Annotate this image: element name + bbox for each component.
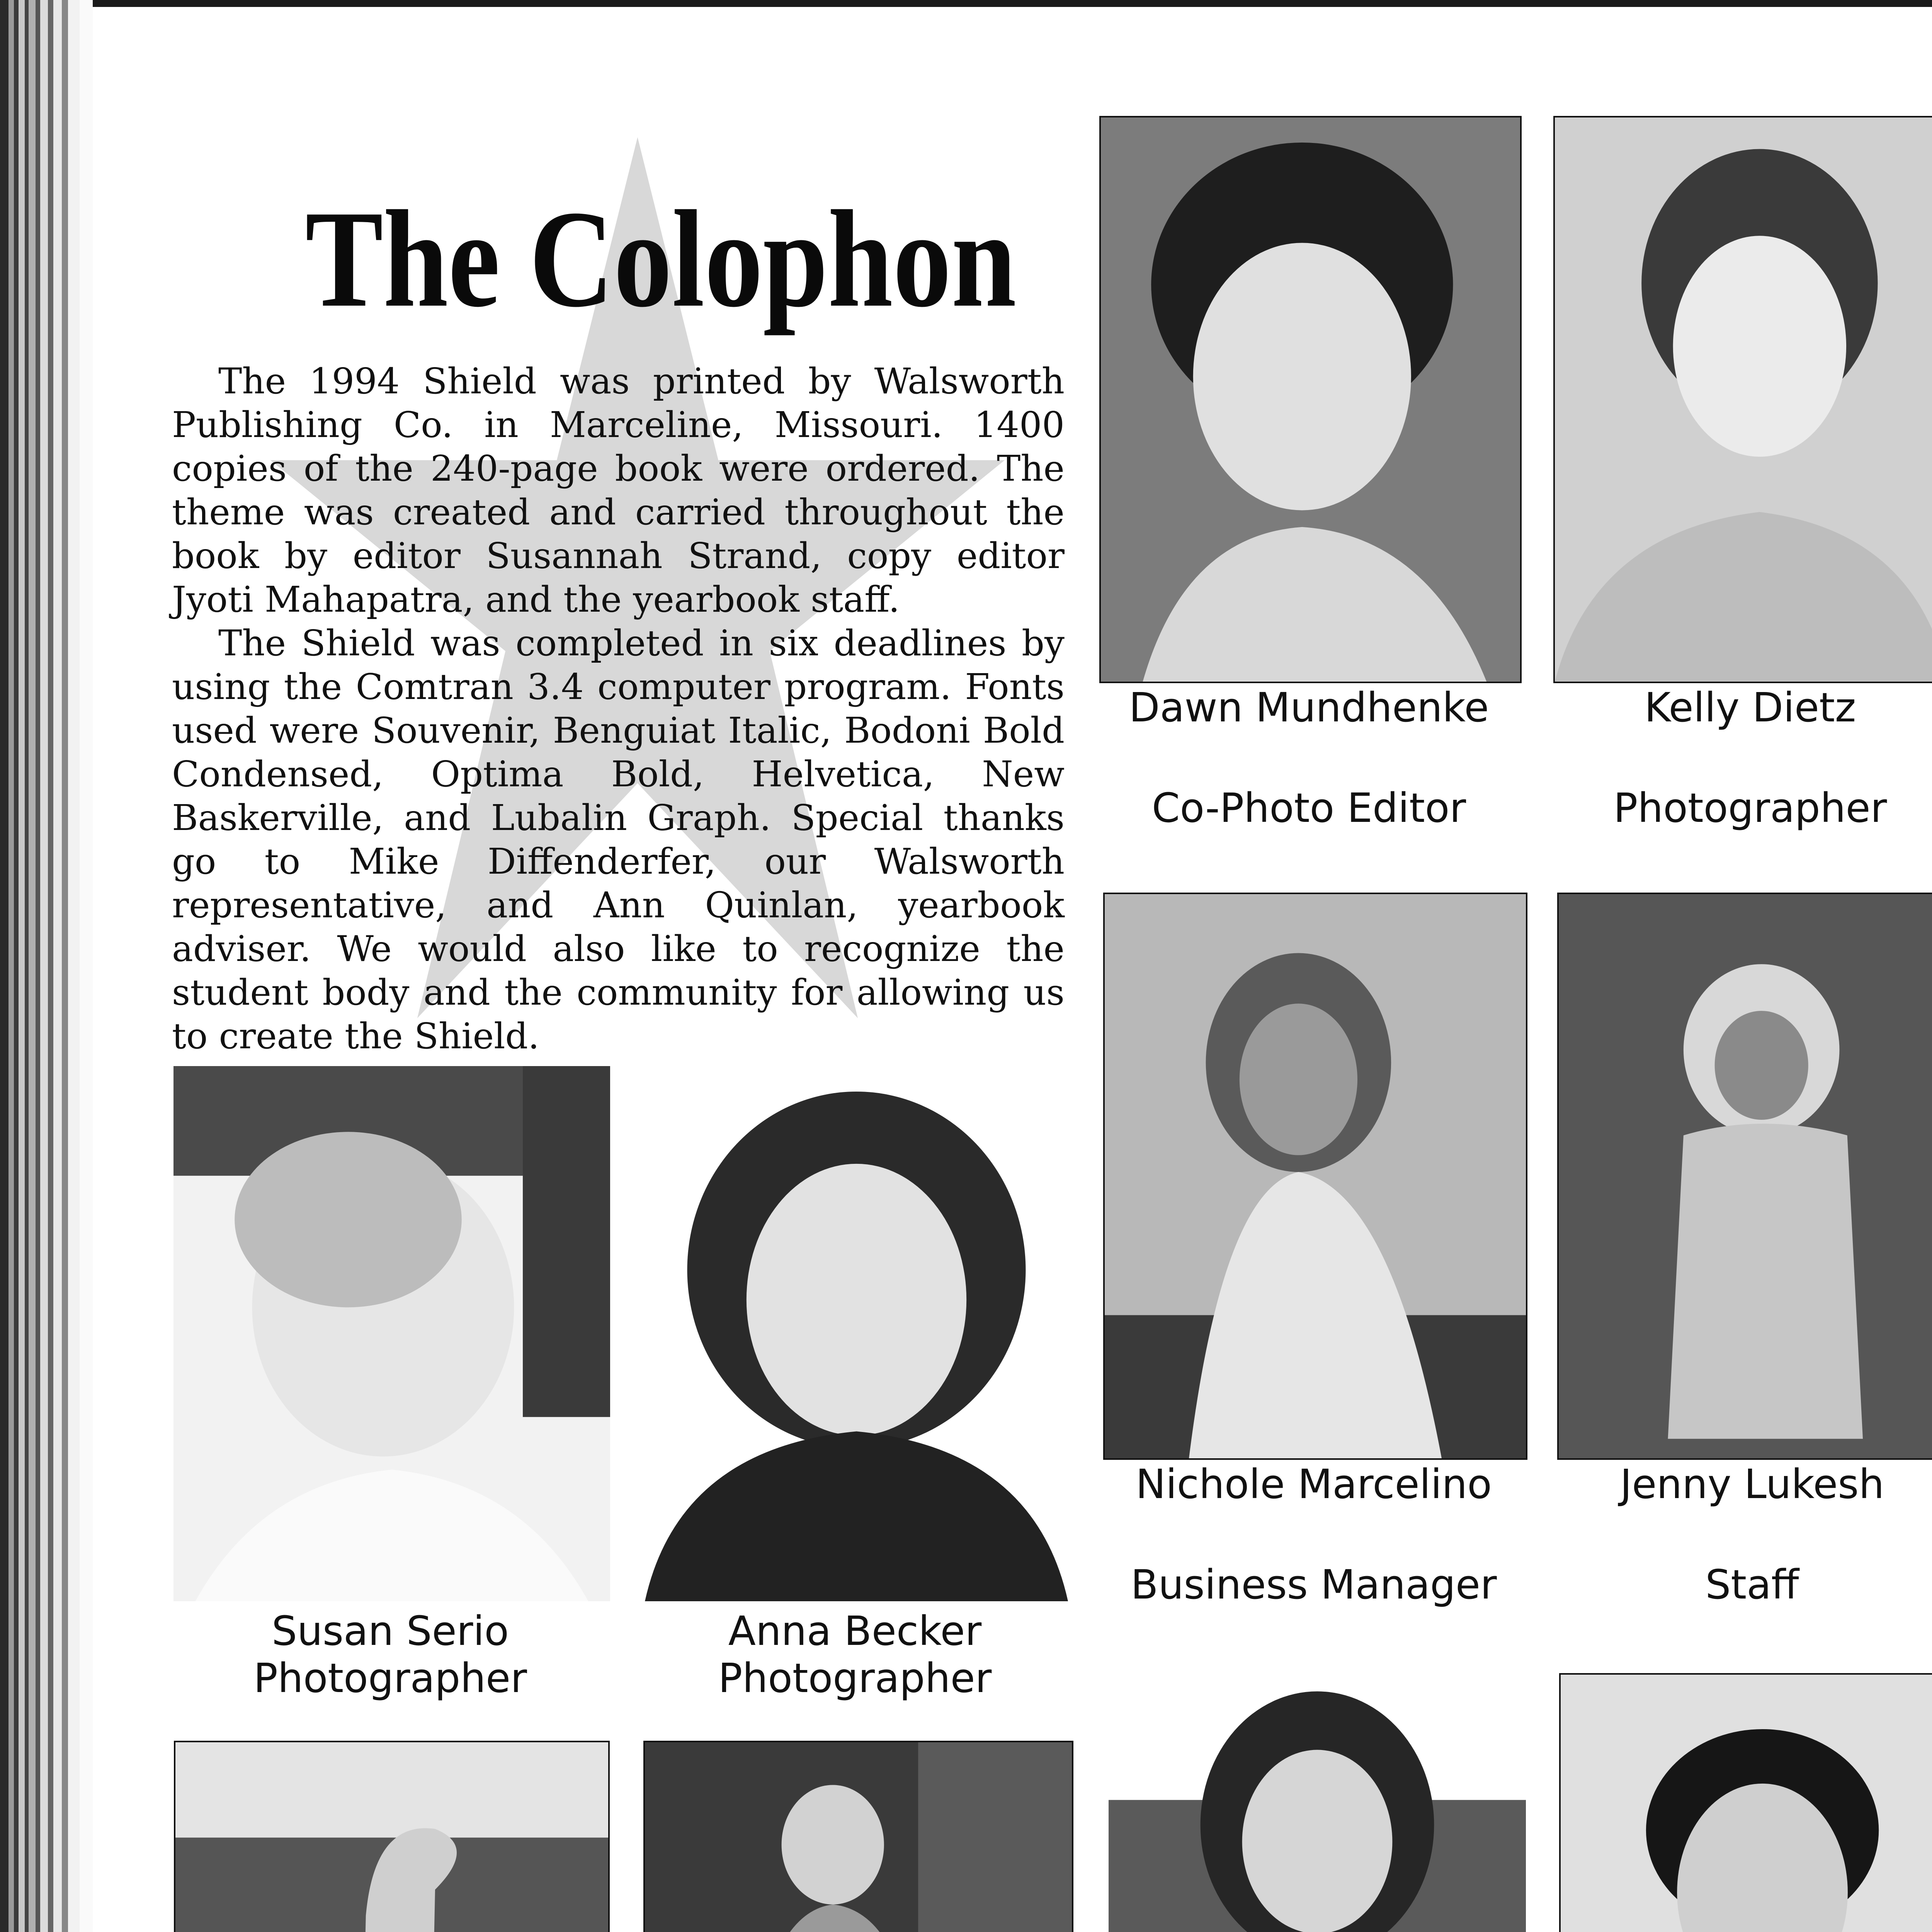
caption-nichole-marcelino (1103, 1461, 1524, 1508)
role-dawn-mundhenke (1099, 784, 1519, 832)
staff-role: Photographer (253, 1655, 527, 1702)
colophon-paragraph-2: The Shield was completed in six deadlines by using the Comtran 3.4 computer program. Fonts used were Souvenir, Benguiat Italic, Bodoni Bold Condensed, Optima Bold, Helvetica, New Baskerville, and Lubalin Graph. Special thanks go to Mike Diffenderfer, our Walsworth representative, and Ann Quinlan, yearbook adviser. We would also like to recognize the student body and the community for allowing us to create the Shield. (172, 622, 1065, 1057)
colophon-body (172, 359, 1065, 1058)
staff-name: Jenny Lukesh (1620, 1461, 1884, 1508)
colophon-paragraph-1: The 1994 Shield was printed by Walsworth Publishing Co. in Marceline, Missouri. 1400 copies of the 240-page book were ordered. The theme was created and carried throughout the book by editor Susannah Strand, copy editor Jyoti Mahapatra, and the yearbook staff. (172, 361, 1065, 620)
staff-role: Business Manager (1131, 1561, 1497, 1608)
staff-name: Susan Serio (271, 1607, 509, 1655)
role-jenny-lukesh (1557, 1561, 1932, 1608)
caption-anna-becker (643, 1607, 1066, 1702)
top-page-edge (0, 0, 1932, 7)
caption-susan-serio (172, 1607, 609, 1702)
staff-name: Dawn Mundhenke (1129, 684, 1489, 731)
caption-kelly-dietz (1553, 684, 1932, 731)
photo-anna-becker (643, 1065, 1070, 1603)
photo-jenny-lukesh (1557, 893, 1932, 1460)
role-nichole-marcelino (1103, 1561, 1524, 1608)
book-binding-edge (0, 0, 93, 1932)
photo-nichole-marcelino (1103, 893, 1527, 1460)
staff-role: Photographer (718, 1655, 992, 1702)
page-title: The Colophon (305, 182, 1017, 336)
caption-dawn-mundhenke (1099, 684, 1519, 731)
staff-role: Photographer (1613, 784, 1887, 832)
role-kelly-dietz (1553, 784, 1932, 832)
photo-heidi-thomas (1107, 1673, 1527, 1932)
photo-dawn-mundhenke (1099, 116, 1522, 683)
photo-sam-goh (1559, 1673, 1932, 1932)
staff-name: Kelly Dietz (1644, 684, 1856, 731)
photo-susan-serio (172, 1065, 612, 1603)
staff-role: Co-Photo Editor (1151, 784, 1466, 832)
photo-kelly-dietz (1553, 116, 1932, 683)
staff-name: Nichole Marcelino (1136, 1461, 1492, 1508)
staff-name: Anna Becker (728, 1607, 982, 1655)
photo-jason-morphew (174, 1741, 610, 1932)
caption-jenny-lukesh (1557, 1461, 1932, 1508)
photo-libertie-miller (643, 1741, 1073, 1932)
staff-role: Staff (1705, 1561, 1799, 1608)
